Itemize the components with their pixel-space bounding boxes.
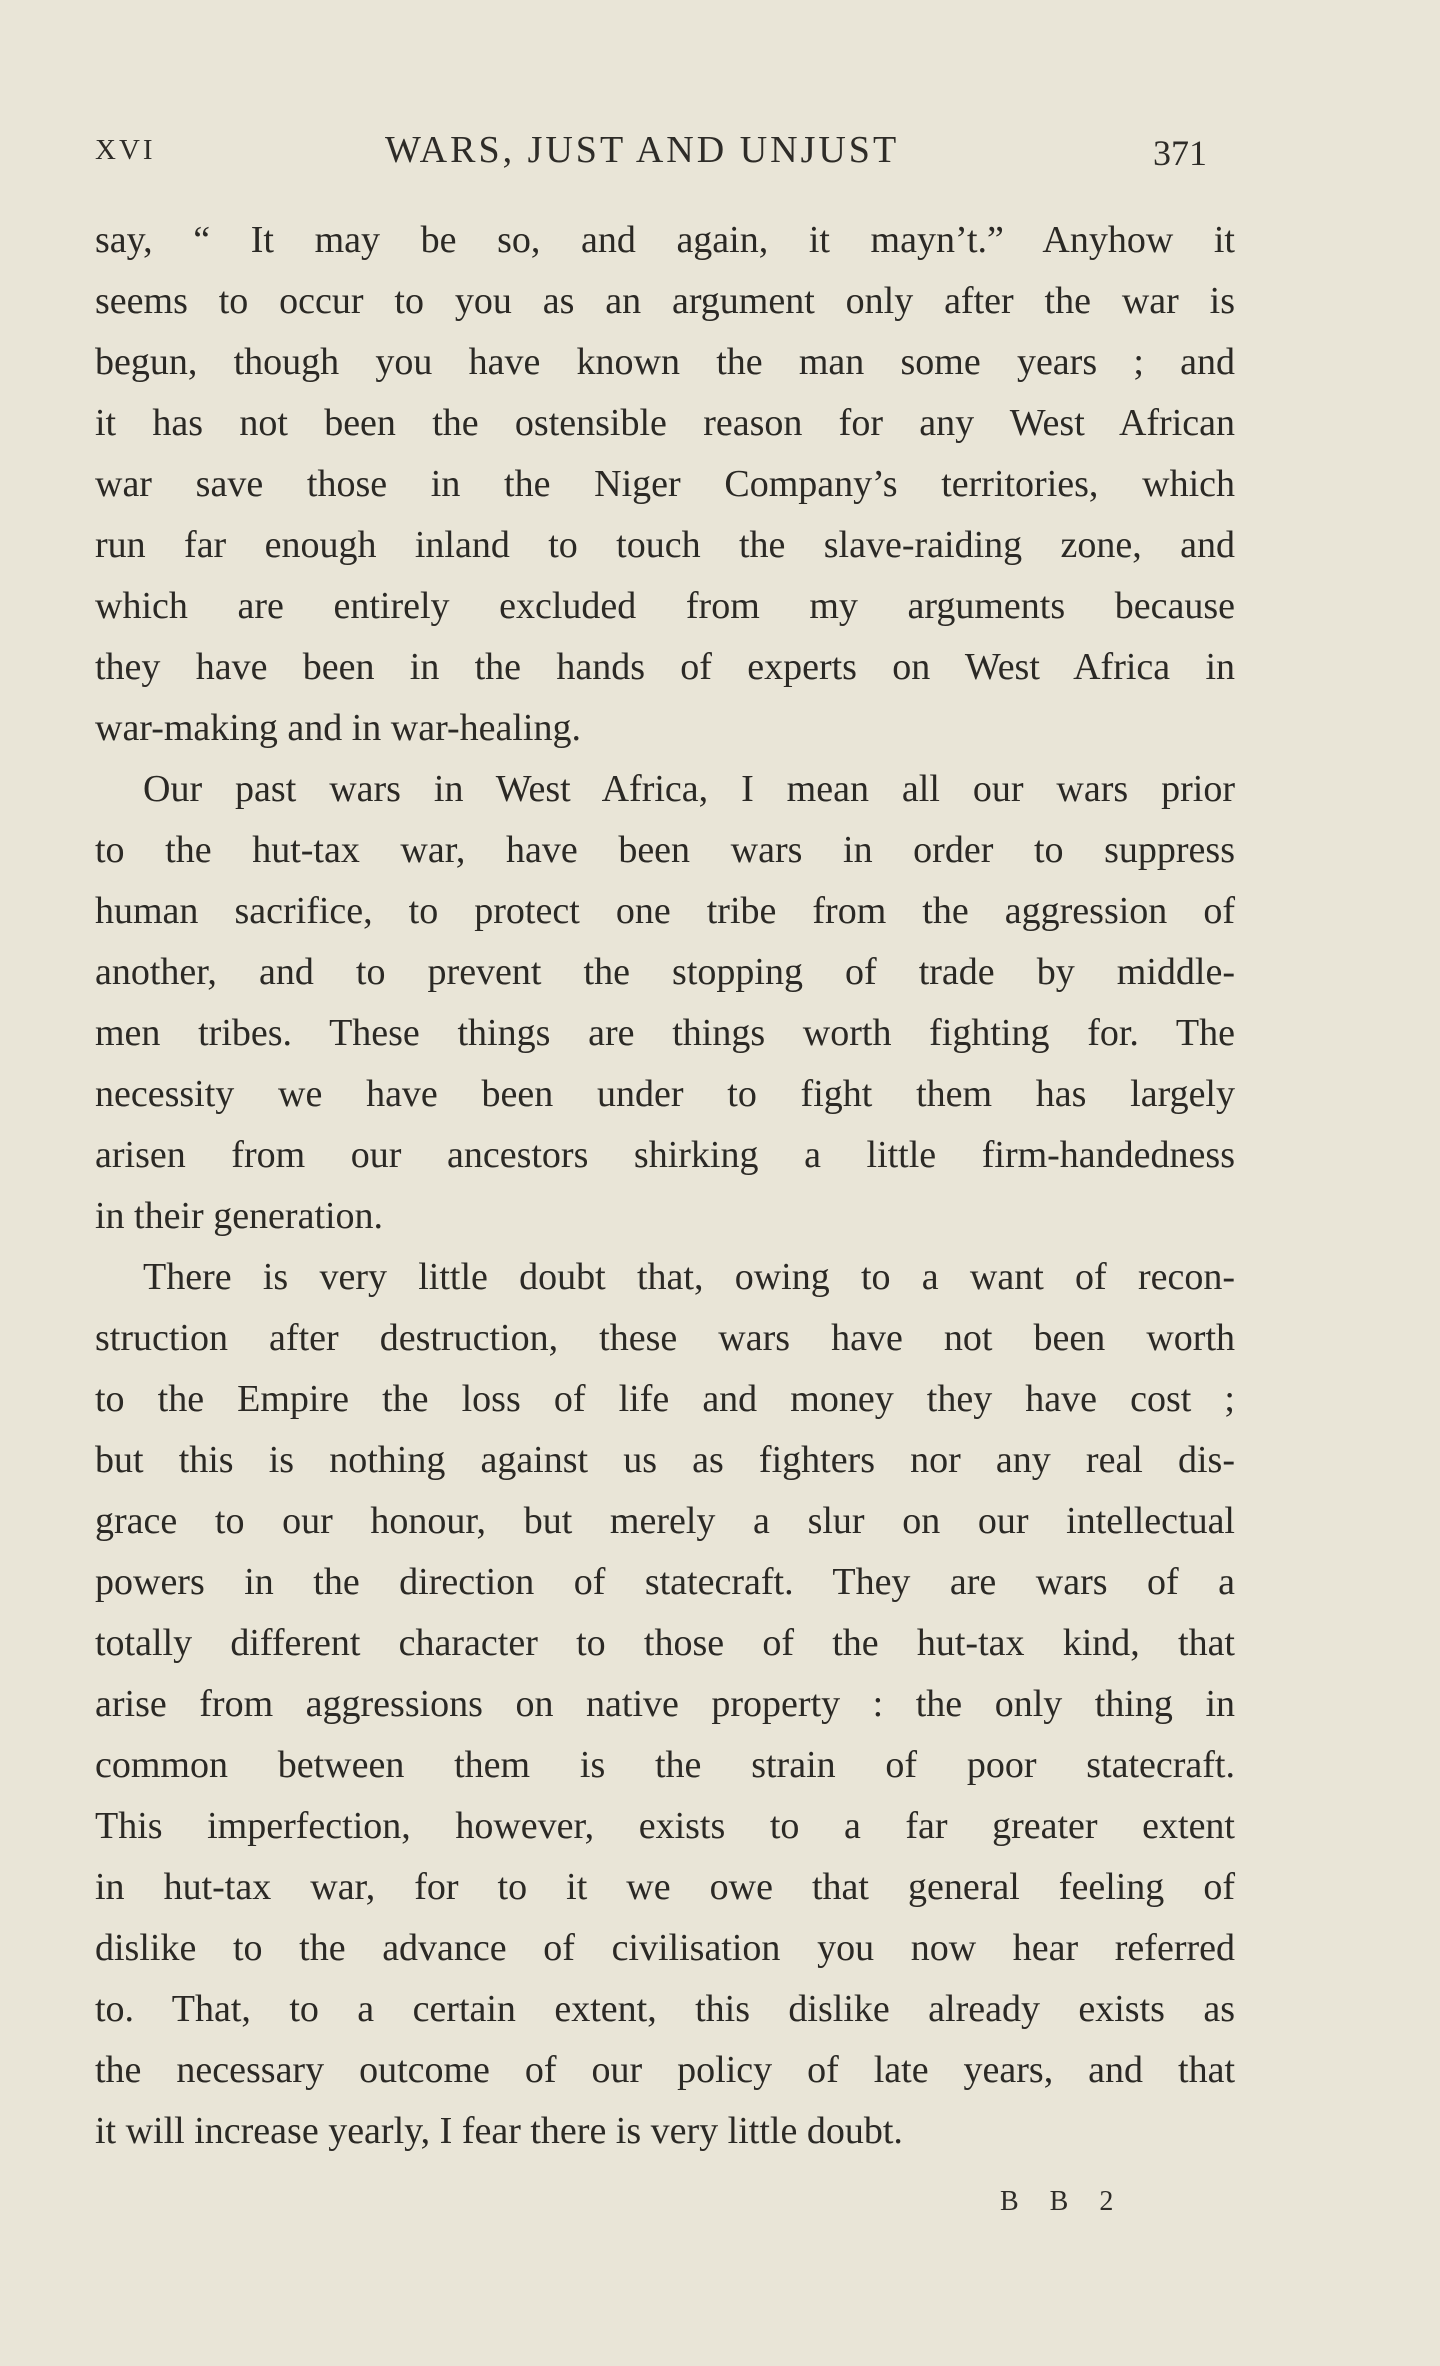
text-line: dislike to the advance of civilisation you now hear referred bbox=[95, 1927, 1235, 1969]
text-line: Our past wars in West Africa, I mean all our wars prior bbox=[143, 768, 1235, 810]
text-line: common between them is the strain of poor statecraft. bbox=[95, 1744, 1235, 1786]
text-line: to the hut-tax war, have been wars in order to suppress bbox=[95, 829, 1235, 871]
text-line: seems to occur to you as an argument only after the war is bbox=[95, 280, 1235, 322]
text-line: to. That, to a certain extent, this dislike already exists as bbox=[95, 1988, 1235, 2030]
text-line: struction after destruction, these wars have not been worth bbox=[95, 1317, 1235, 1359]
body-text bbox=[95, 210, 1235, 2162]
text-line: begun, though you have known the man some years ; and bbox=[95, 341, 1235, 383]
text-line: another, and to prevent the stopping of trade by middle- bbox=[95, 951, 1235, 993]
text-line: run far enough inland to touch the slave-raiding zone, and bbox=[95, 524, 1235, 566]
text-line: This imperfection, however, exists to a far greater extent bbox=[95, 1805, 1235, 1847]
text-line: arisen from our ancestors shirking a little firm-handedness bbox=[95, 1134, 1235, 1176]
text-line: it has not been the ostensible reason for any West African bbox=[95, 402, 1235, 444]
text-line: in their generation. bbox=[95, 1195, 384, 1237]
text-line: men tribes. These things are things worth fighting for. The bbox=[95, 1012, 1235, 1054]
text-line: it will increase yearly, I fear there is very little doubt. bbox=[95, 2110, 903, 2152]
text-line: grace to our honour, but merely a slur on our intellectual bbox=[95, 1500, 1235, 1542]
text-line: in hut-tax war, for to it we owe that general feeling of bbox=[95, 1866, 1235, 1908]
chapter-number: XVI bbox=[95, 134, 156, 166]
text-line: arise from aggressions on native property : the only thing in bbox=[95, 1683, 1235, 1725]
text-line: war-making and in war-healing. bbox=[95, 707, 581, 749]
text-line: say, “ It may be so, and again, it mayn’t.” Anyhow it bbox=[95, 219, 1235, 261]
signature-mark: B B 2 bbox=[1000, 2186, 1126, 2217]
text-line: human sacrifice, to protect one tribe from the aggression of bbox=[95, 890, 1235, 932]
text-line: necessity we have been under to fight them has largely bbox=[95, 1073, 1235, 1115]
text-line: which are entirely excluded from my arguments because bbox=[95, 585, 1235, 627]
page-number: 371 bbox=[1153, 133, 1207, 173]
running-title: WARS, JUST AND UNJUST bbox=[385, 129, 900, 171]
text-line: they have been in the hands of experts on West Africa in bbox=[95, 646, 1235, 688]
text-line: to the Empire the loss of life and money they have cost ; bbox=[95, 1378, 1235, 1420]
text-line: totally different character to those of the hut-tax kind, that bbox=[95, 1622, 1235, 1664]
text-line: powers in the direction of statecraft. They are wars of a bbox=[95, 1561, 1235, 1603]
running-head bbox=[95, 128, 1245, 178]
text-line: but this is nothing against us as fighters nor any real dis- bbox=[95, 1439, 1235, 1481]
paragraph bbox=[95, 1247, 1235, 2162]
text-line: war save those in the Niger Company’s territories, which bbox=[95, 463, 1235, 505]
paragraph bbox=[95, 759, 1235, 1247]
text-line: the necessary outcome of our policy of late years, and that bbox=[95, 2049, 1235, 2091]
text-line: There is very little doubt that, owing to a want of recon- bbox=[143, 1256, 1235, 1298]
paragraph bbox=[95, 210, 1235, 759]
